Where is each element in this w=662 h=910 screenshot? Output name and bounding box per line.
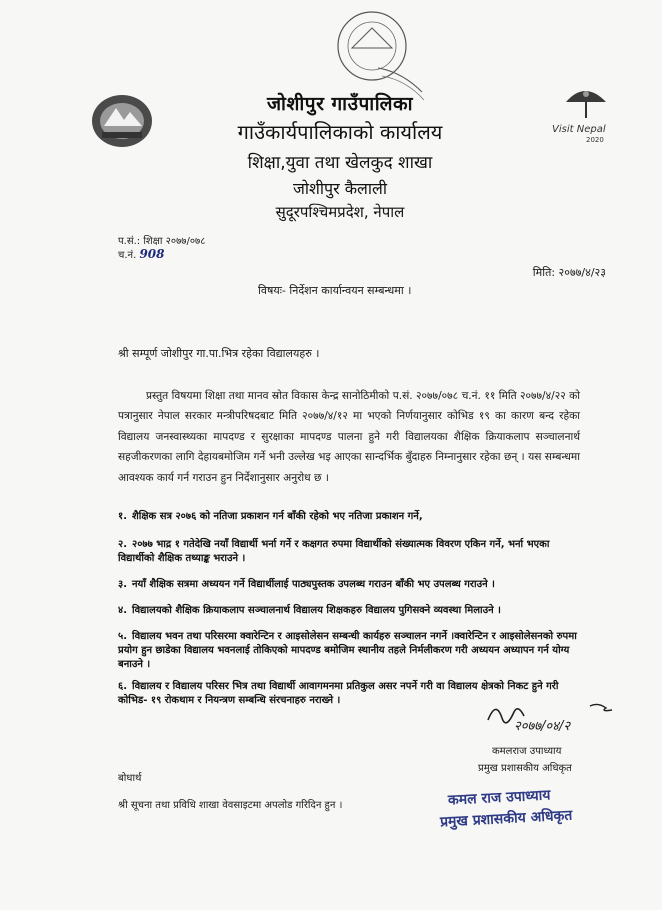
section-name: शिक्षा,युवा तथा खेलकुद शाखा	[247, 153, 433, 173]
signer-name: कमलराज उपाध्याय	[492, 746, 562, 757]
body-paragraph: प्रस्तुत विषयमा शिक्षा तथा मानव स्रोत विकास केन्द्र सानोठिमीको प.सं. २०७७/०७८ च.नं. ११ मिति २०७७/४/२२ को पत्रानुसार नेपाल सरकार मन्त्रीपरिषदबाट मिति २०७७/४/१२ मा भएको निर्णयानुसार कोभिड १९ का कारण बन्द रहेका विद्यालय जनस्वास्थ्यका मापदण्ड र सुरक्षाका मापदण्ड पालना हुने गरी विद्यालयका शैक्षिक क्रियाकलाप सञ्चालनार्थ सहजीकरणका लागि देहायबमोजिम गर्ने भनी उल्लेख भइ आएका सान्दर्भिक बुँदाहरु निम्नानुसार रहेका छन् । यस सम्बन्धमा आवश्यक कार्य गर्न गराउन हुन निर्देशानुसार अनुरोध छ ।	[118, 390, 580, 484]
province-name: सुदूरपश्चिमप्रदेश, नेपाल	[275, 203, 405, 221]
official-stamp-name: कमल राज उपाध्याय	[447, 787, 551, 809]
nepal-emblem-icon	[88, 92, 156, 150]
visit-nepal-logo-icon	[548, 78, 622, 152]
chalani-number: 908	[139, 247, 165, 261]
letter-date: मिति: २०७७/४/२३	[532, 266, 606, 279]
list-item: १. शैक्षिक सत्र २०७६ को नतिजा प्रकाशन गर्न बाँकी रहेको भए नतिजा प्रकाशन गर्ने,	[118, 511, 423, 522]
cc-recipient: श्री सूचना तथा प्रविधि शाखा वेवसाइटमा अपलोड गरिदिन हुन ।	[118, 800, 343, 811]
signature-date: २०७७/०४/२	[514, 719, 571, 734]
list-item: २. २०७७ भाद्र १ गतेदेखि नयाँ विद्यार्थी भर्ना गर्ने र कक्षगत रुपमा विद्यार्थीको संख्यात्मक विवरण एकिन गर्ने, भर्ना भएका विद्यार्थीको शैक्षिक तथ्याङ्क भराउने ।	[118, 539, 550, 564]
cc-label: बोधार्थ	[118, 773, 142, 784]
signer-title: प्रमुख प्रशासकीय अधिकृत	[478, 763, 572, 774]
chalani-label: च.नं.	[118, 250, 137, 261]
visit-logo-text: Visit Nepal	[552, 124, 606, 135]
letter-subject: विषयः- निर्देशन कार्यान्वयन सम्बन्धमा ।	[258, 284, 412, 297]
list-item: ३. नयाँ शैक्षिक सत्रमा अध्ययन गर्ने विद्यार्थीलाई पाठ्यपुस्तक उपलब्ध गराउन बाँकी भए उपलब्ध गराउने ।	[118, 579, 495, 590]
list-item: ६. विद्यालय र विद्यालय परिसर भित्र तथा विद्यार्थी आवागमनमा प्रतिकुल असर नपर्ने गरी वा विद्यालय क्षेत्रको निकट हुने गरी कोभिड- १९ रोकथाम र नियन्त्रण सम्बन्धि संरचनाहरु नराख्ने ।	[118, 681, 559, 706]
patra-sankhya: प.सं.: शिक्षा २०७७/०७८	[118, 236, 206, 247]
handwritten-signature	[480, 694, 620, 744]
visit-logo-year: 2020	[586, 136, 604, 144]
org-name: जोशीपुर गाउँपालिका	[266, 93, 414, 115]
official-stamp-title: प्रमुख प्रशासकीय अधिकृत	[439, 807, 573, 831]
office-name: गाउँकार्यपालिकाको कार्यालय	[237, 120, 443, 144]
list-item: ५. विद्यालय भवन तथा परिसरमा क्वारेन्टिन र आइसोलेसन सम्बन्धी कार्यहरु सञ्चालन नगर्ने ।क्वारेन्टिन र आइसोलेसनको रुपमा प्रयोग हुन छाडेका विद्यालय भवनलाई तोकिएको मापदण्ड बमोजिम स्थानीय तहले निर्मलीकरण गरी अध्ययन अध्यापन गर्न योग्य बनाउने ।	[118, 631, 577, 670]
chalani-number-row	[118, 247, 165, 261]
addressee: श्री सम्पूर्ण जोशीपुर गा.पा.भित्र रहेका विद्यालयहरु ।	[118, 347, 320, 360]
list-item: ४. विद्यालयको शैक्षिक क्रियाकलाप सञ्चालनार्थ विद्यालय शिक्षकहरु विद्यालय पुगिसक्ने व्यवस्था मिलाउने ।	[118, 605, 501, 616]
place-name: जोशीपुर कैलाली	[292, 179, 388, 198]
